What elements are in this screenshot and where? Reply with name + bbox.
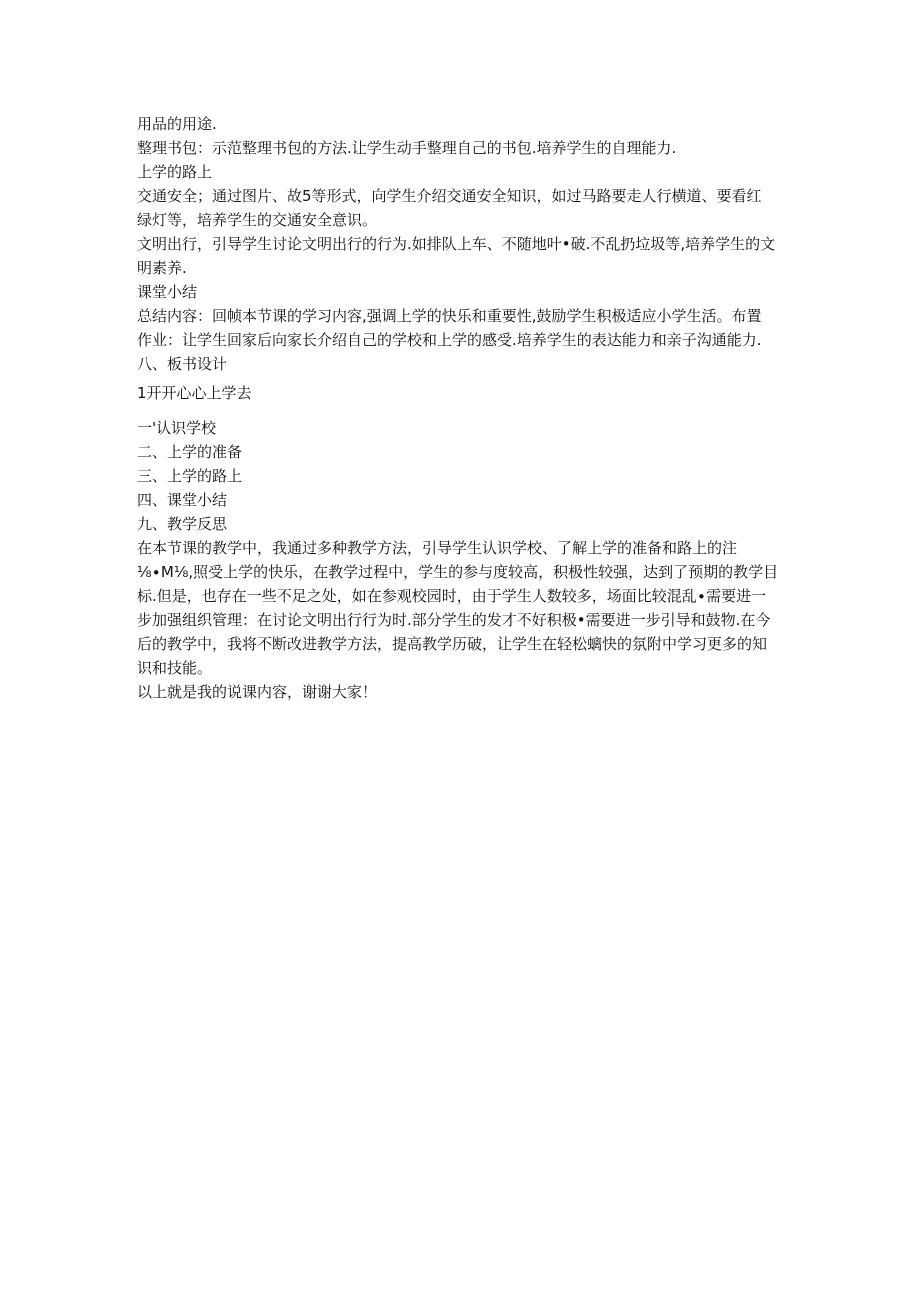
reflection-line: 识和技能。: [137, 659, 213, 677]
section-heading: 课堂小结: [137, 283, 198, 301]
document-body: [137, 112, 787, 704]
section-heading: 九、教学反思: [137, 515, 228, 533]
board-title: 1开开心心上学去: [137, 384, 252, 402]
text-line: 文明出行，引导学生讨论文明出行的行为.如排队上车、不随地叶•破.不乱扔垃圾等,培养学生的文: [137, 235, 776, 253]
board-item: 四、课堂小结: [137, 491, 228, 509]
board-item: 三、上学的路上: [137, 467, 243, 485]
section-heading: 八、板书设计: [137, 355, 228, 373]
text-line: 绿灯等，培养学生的交通安全意识。: [137, 211, 378, 229]
board-item: 二、上学的准备: [137, 443, 243, 461]
text-line: 总结内容：回帧本节课的学习内容,强调上学的快乐和重要性,鼓励学生积极适应小学生活。布置: [137, 307, 762, 325]
reflection-line: 后的教学中，我将不断改进教学方法，提高教学历破，让学生在轻松螭快的氛附中学习更多的知: [137, 635, 768, 653]
text-line: 交通安全；通过图片、故5等形式，向学生介绍交通安全知识，如过马路要走人行横道、要看红: [137, 187, 762, 205]
closing-line: 以上就是我的说课内容，谢谢大家！: [137, 683, 378, 701]
text-line: 整理书包：示范整理书包的方法.让学生动手整理自己的书包.培养学生的自理能力.: [137, 139, 677, 157]
reflection-line: 在本节课的教学中，我通过多种教学方法，引导学生认识学校、了解上学的准备和路上的注: [137, 539, 738, 557]
text-line: 用品的用途.: [137, 115, 217, 133]
section-heading: 上学的路上: [137, 163, 213, 181]
text-line: 明素养.: [137, 259, 187, 277]
board-item: 一'认识学校: [137, 419, 217, 437]
reflection-line: ⅛∙M⅛,照受上学的快乐，在教学过程中，学生的参与度较高，积极性较强，达到了预期的教学目: [137, 563, 779, 581]
text-line: 作业：让学生回家后向家长介绍自己的学校和上学的感受.培养学生的表达能力和亲子沟通能力.: [137, 331, 762, 349]
reflection-line: 步加强组织管理：在讨论文明出行行为时.部分学生的发才不好积极•需要进一步引导和鼓物.在今: [137, 611, 771, 629]
reflection-line: 标.但是，也存在一些不足之处，如在参观校园时，由于学生人数较多，场面比较混乱∙需要进一: [137, 587, 767, 605]
